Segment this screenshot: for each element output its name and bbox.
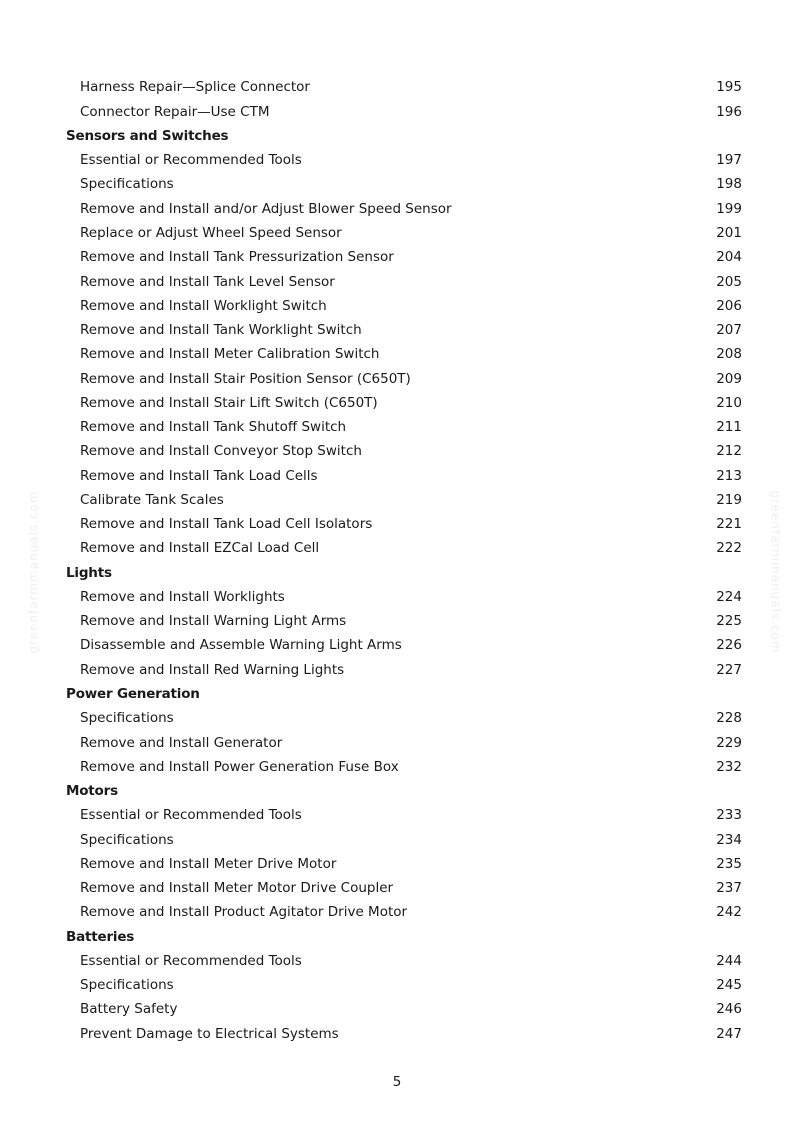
toc-entry[interactable] — [66, 100, 742, 124]
entry-page-number: 229 — [716, 734, 742, 751]
entry-page-number: 233 — [716, 807, 742, 824]
entry-page-number: 196 — [716, 103, 742, 120]
entry-title: Calibrate Tank Scales — [80, 491, 224, 508]
entry-title: Essential or Recommended Tools — [80, 152, 302, 169]
toc-entry[interactable] — [66, 537, 742, 561]
table-of-contents — [66, 76, 742, 1047]
toc-entry[interactable] — [66, 707, 742, 731]
toc-section-heading — [66, 925, 742, 949]
watermark-right: greenfarmmanuals.com — [768, 490, 783, 654]
section-title: Batteries — [66, 928, 135, 945]
entry-title: Remove and Install Worklights — [80, 588, 285, 605]
toc-entry[interactable] — [66, 950, 742, 974]
toc-entry[interactable] — [66, 173, 742, 197]
entry-page-number: 195 — [716, 79, 742, 96]
toc-entry[interactable] — [66, 853, 742, 877]
entry-page-number: 227 — [716, 661, 742, 678]
toc-section-heading — [66, 561, 742, 585]
entry-page-number: 221 — [716, 516, 742, 533]
entry-title: Specifications — [80, 831, 174, 848]
entry-title: Disassemble and Assemble Warning Light Arms — [80, 637, 402, 654]
entry-page-number: 247 — [716, 1025, 742, 1042]
entry-title: Prevent Damage to Electrical Systems — [80, 1025, 339, 1042]
entry-page-number: 224 — [716, 588, 742, 605]
entry-title: Remove and Install Stair Position Sensor (C650T) — [80, 370, 411, 387]
entry-title: Specifications — [80, 710, 174, 727]
toc-section-heading — [66, 780, 742, 804]
entry-page-number: 201 — [716, 224, 742, 241]
entry-title: Replace or Adjust Wheel Speed Sensor — [80, 224, 342, 241]
entry-title: Remove and Install Stair Lift Switch (C650T) — [80, 394, 378, 411]
entry-title: Remove and Install and/or Adjust Blower Speed Sensor — [80, 200, 452, 217]
entry-title: Specifications — [80, 977, 174, 994]
toc-entry[interactable] — [66, 367, 742, 391]
toc-entry[interactable] — [66, 343, 742, 367]
entry-title: Remove and Install Tank Shutoff Switch — [80, 419, 347, 436]
section-title: Motors — [66, 783, 118, 800]
toc-entry[interactable] — [66, 440, 742, 464]
page-number: 5 — [392, 1074, 402, 1090]
toc-entry[interactable] — [66, 634, 742, 658]
toc-entry[interactable] — [66, 391, 742, 415]
entry-page-number: 228 — [716, 710, 742, 727]
entry-title: Battery Safety — [80, 1001, 178, 1018]
toc-entry[interactable] — [66, 197, 742, 221]
toc-entry[interactable] — [66, 76, 742, 100]
toc-section-heading — [66, 125, 742, 149]
entry-page-number: 208 — [716, 346, 742, 363]
entry-page-number: 235 — [716, 855, 742, 872]
entry-title: Remove and Install EZCal Load Cell — [80, 540, 320, 557]
toc-entry[interactable] — [66, 294, 742, 318]
entry-page-number: 207 — [716, 322, 742, 339]
entry-page-number: 222 — [716, 540, 742, 557]
entry-page-number: 205 — [716, 273, 742, 290]
entry-page-number: 204 — [716, 249, 742, 266]
toc-entry[interactable] — [66, 658, 742, 682]
entry-title: Remove and Install Warning Light Arms — [80, 613, 347, 630]
entry-page-number: 244 — [716, 952, 742, 969]
entry-title: Remove and Install Meter Motor Drive Coupler — [80, 880, 394, 897]
toc-section-heading — [66, 683, 742, 707]
entry-page-number: 209 — [716, 370, 742, 387]
entry-page-number: 246 — [716, 1001, 742, 1018]
entry-title: Remove and Install Generator — [80, 734, 283, 751]
entry-title: Remove and Install Tank Worklight Switch — [80, 322, 362, 339]
entry-title: Remove and Install Tank Level Sensor — [80, 273, 335, 290]
entry-title: Remove and Install Meter Drive Motor — [80, 855, 337, 872]
toc-entry[interactable] — [66, 149, 742, 173]
toc-entry[interactable] — [66, 513, 742, 537]
toc-entry[interactable] — [66, 489, 742, 513]
entry-title: Remove and Install Red Warning Lights — [80, 661, 345, 678]
entry-title: Remove and Install Tank Load Cells — [80, 467, 318, 484]
toc-entry[interactable] — [66, 416, 742, 440]
entry-page-number: 210 — [716, 394, 742, 411]
section-title: Lights — [66, 564, 112, 581]
entry-page-number: 212 — [716, 443, 742, 460]
entry-page-number: 237 — [716, 880, 742, 897]
toc-entry[interactable] — [66, 804, 742, 828]
entry-page-number: 245 — [716, 977, 742, 994]
entry-page-number: 242 — [716, 904, 742, 921]
section-title: Power Generation — [66, 686, 200, 703]
entry-title: Essential or Recommended Tools — [80, 952, 302, 969]
toc-entry[interactable] — [66, 464, 742, 488]
entry-title: Remove and Install Worklight Switch — [80, 297, 327, 314]
section-title: Sensors and Switches — [66, 127, 229, 144]
entry-page-number: 206 — [716, 297, 742, 314]
entry-title: Remove and Install Tank Pressurization Sensor — [80, 249, 394, 266]
toc-entry[interactable] — [66, 974, 742, 998]
toc-entry[interactable] — [66, 998, 742, 1022]
entry-title: Remove and Install Meter Calibration Switch — [80, 346, 380, 363]
entry-title: Specifications — [80, 176, 174, 193]
entry-page-number: 198 — [716, 176, 742, 193]
entry-title: Essential or Recommended Tools — [80, 807, 302, 824]
entry-title: Remove and Install Tank Load Cell Isolators — [80, 516, 373, 533]
entry-page-number: 226 — [716, 637, 742, 654]
toc-entry[interactable] — [66, 270, 742, 294]
entry-page-number: 211 — [716, 419, 742, 436]
toc-entry[interactable] — [66, 1022, 742, 1046]
toc-entry[interactable] — [66, 877, 742, 901]
toc-entry[interactable] — [66, 222, 742, 246]
toc-entry[interactable] — [66, 319, 742, 343]
entry-title: Remove and Install Power Generation Fuse Box — [80, 758, 399, 775]
entry-page-number: 234 — [716, 831, 742, 848]
toc-entry[interactable] — [66, 828, 742, 852]
toc-entry[interactable] — [66, 246, 742, 270]
toc-entry[interactable] — [66, 610, 742, 634]
entry-title: Harness Repair—Splice Connector — [80, 79, 310, 96]
entry-title: Connector Repair—Use CTM — [80, 103, 270, 120]
toc-entry[interactable] — [66, 755, 742, 779]
entry-page-number: 213 — [716, 467, 742, 484]
watermark-left: greenfarmmanuals.com — [26, 490, 41, 654]
entry-title: Remove and Install Conveyor Stop Switch — [80, 443, 362, 460]
toc-entry[interactable] — [66, 901, 742, 925]
entry-page-number: 219 — [716, 491, 742, 508]
toc-entry[interactable] — [66, 586, 742, 610]
entry-page-number: 199 — [716, 200, 742, 217]
entry-title: Remove and Install Product Agitator Drive Motor — [80, 904, 408, 921]
entry-page-number: 225 — [716, 613, 742, 630]
entry-page-number: 197 — [716, 152, 742, 169]
toc-entry[interactable] — [66, 731, 742, 755]
entry-page-number: 232 — [716, 758, 742, 775]
